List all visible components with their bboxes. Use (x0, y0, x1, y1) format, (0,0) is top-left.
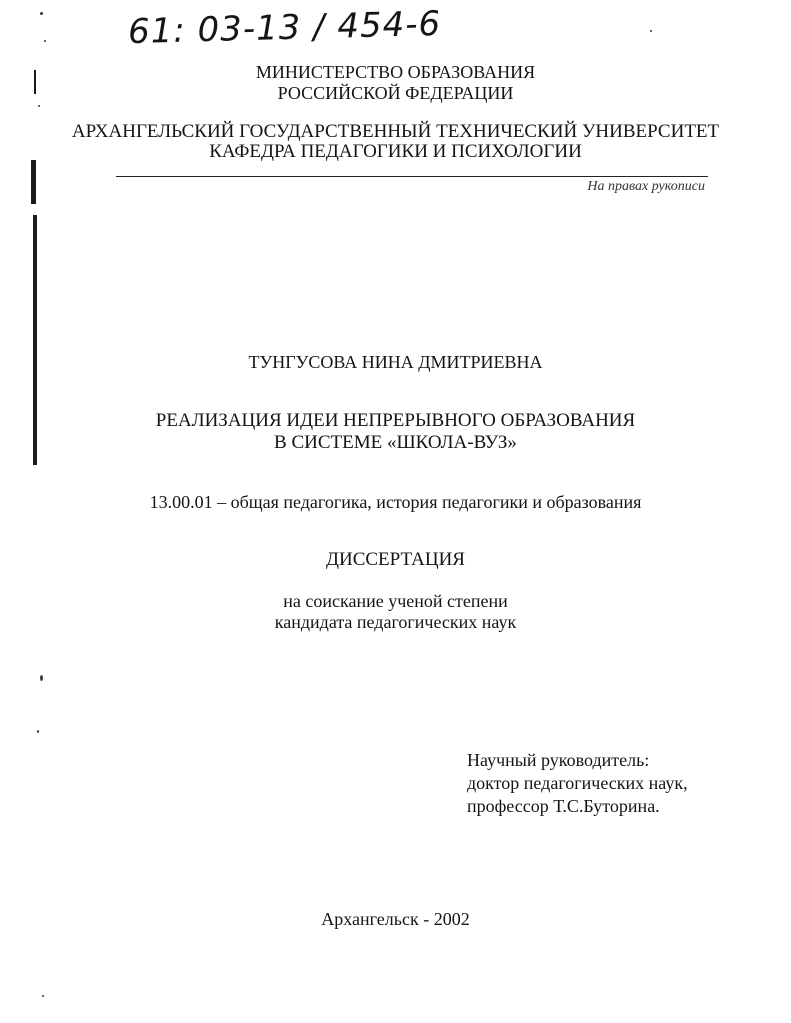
supervisor-degree: доктор педагогических наук, (467, 773, 688, 793)
scan-speck (37, 730, 39, 733)
supervisor-name: профессор Т.С.Буторина. (467, 796, 660, 816)
scan-speck (38, 105, 40, 107)
author-name: ТУНГУСОВА НИНА ДМИТРИЕВНА (248, 352, 543, 372)
university-name: АРХАНГЕЛЬСКИЙ ГОСУДАРСТВЕННЫЙ ТЕХНИЧЕСКИЙ УНИВЕРСИТЕТ (71, 121, 720, 142)
scan-edge-mark (31, 160, 36, 204)
scan-speck (40, 675, 43, 681)
scan-speck (42, 995, 44, 997)
supervisor-block (467, 749, 688, 818)
work-type: ДИССЕРТАЦИЯ (326, 549, 465, 570)
department-name: КАФЕДРА ПЕДАГОГИКИ И ПСИХОЛОГИИ (209, 141, 582, 162)
supervisor-label: Научный руководитель: (467, 750, 650, 770)
specialty-code: 13.00.01 – общая педагогика, история педагогики и образования (149, 492, 642, 512)
ministry-line2: РОССИЙСКОЙ ФЕДЕРАЦИИ (277, 83, 514, 103)
dissertation-title-line1: РЕАЛИЗАЦИЯ ИДЕИ НЕПРЕРЫВНОГО ОБРАЗОВАНИЯ (155, 410, 636, 431)
scan-speck (44, 40, 46, 42)
dissertation-title-line2: В СИСТЕМЕ «ШКОЛА-ВУЗ» (274, 432, 517, 453)
degree-line2: кандидата педагогических наук (274, 612, 517, 632)
degree-line1: на соискание ученой степени (283, 591, 508, 611)
manuscript-note: На правах рукописи (587, 179, 705, 194)
ministry-line1: МИНИСТЕРСТВО ОБРАЗОВАНИЯ (255, 62, 536, 82)
header-divider (116, 176, 708, 177)
archive-number: 61: 03-13 / 454-6 (127, 3, 442, 53)
scan-speck (40, 12, 43, 15)
place-year: Архангельск - 2002 (321, 909, 470, 929)
scan-speck (650, 30, 652, 32)
